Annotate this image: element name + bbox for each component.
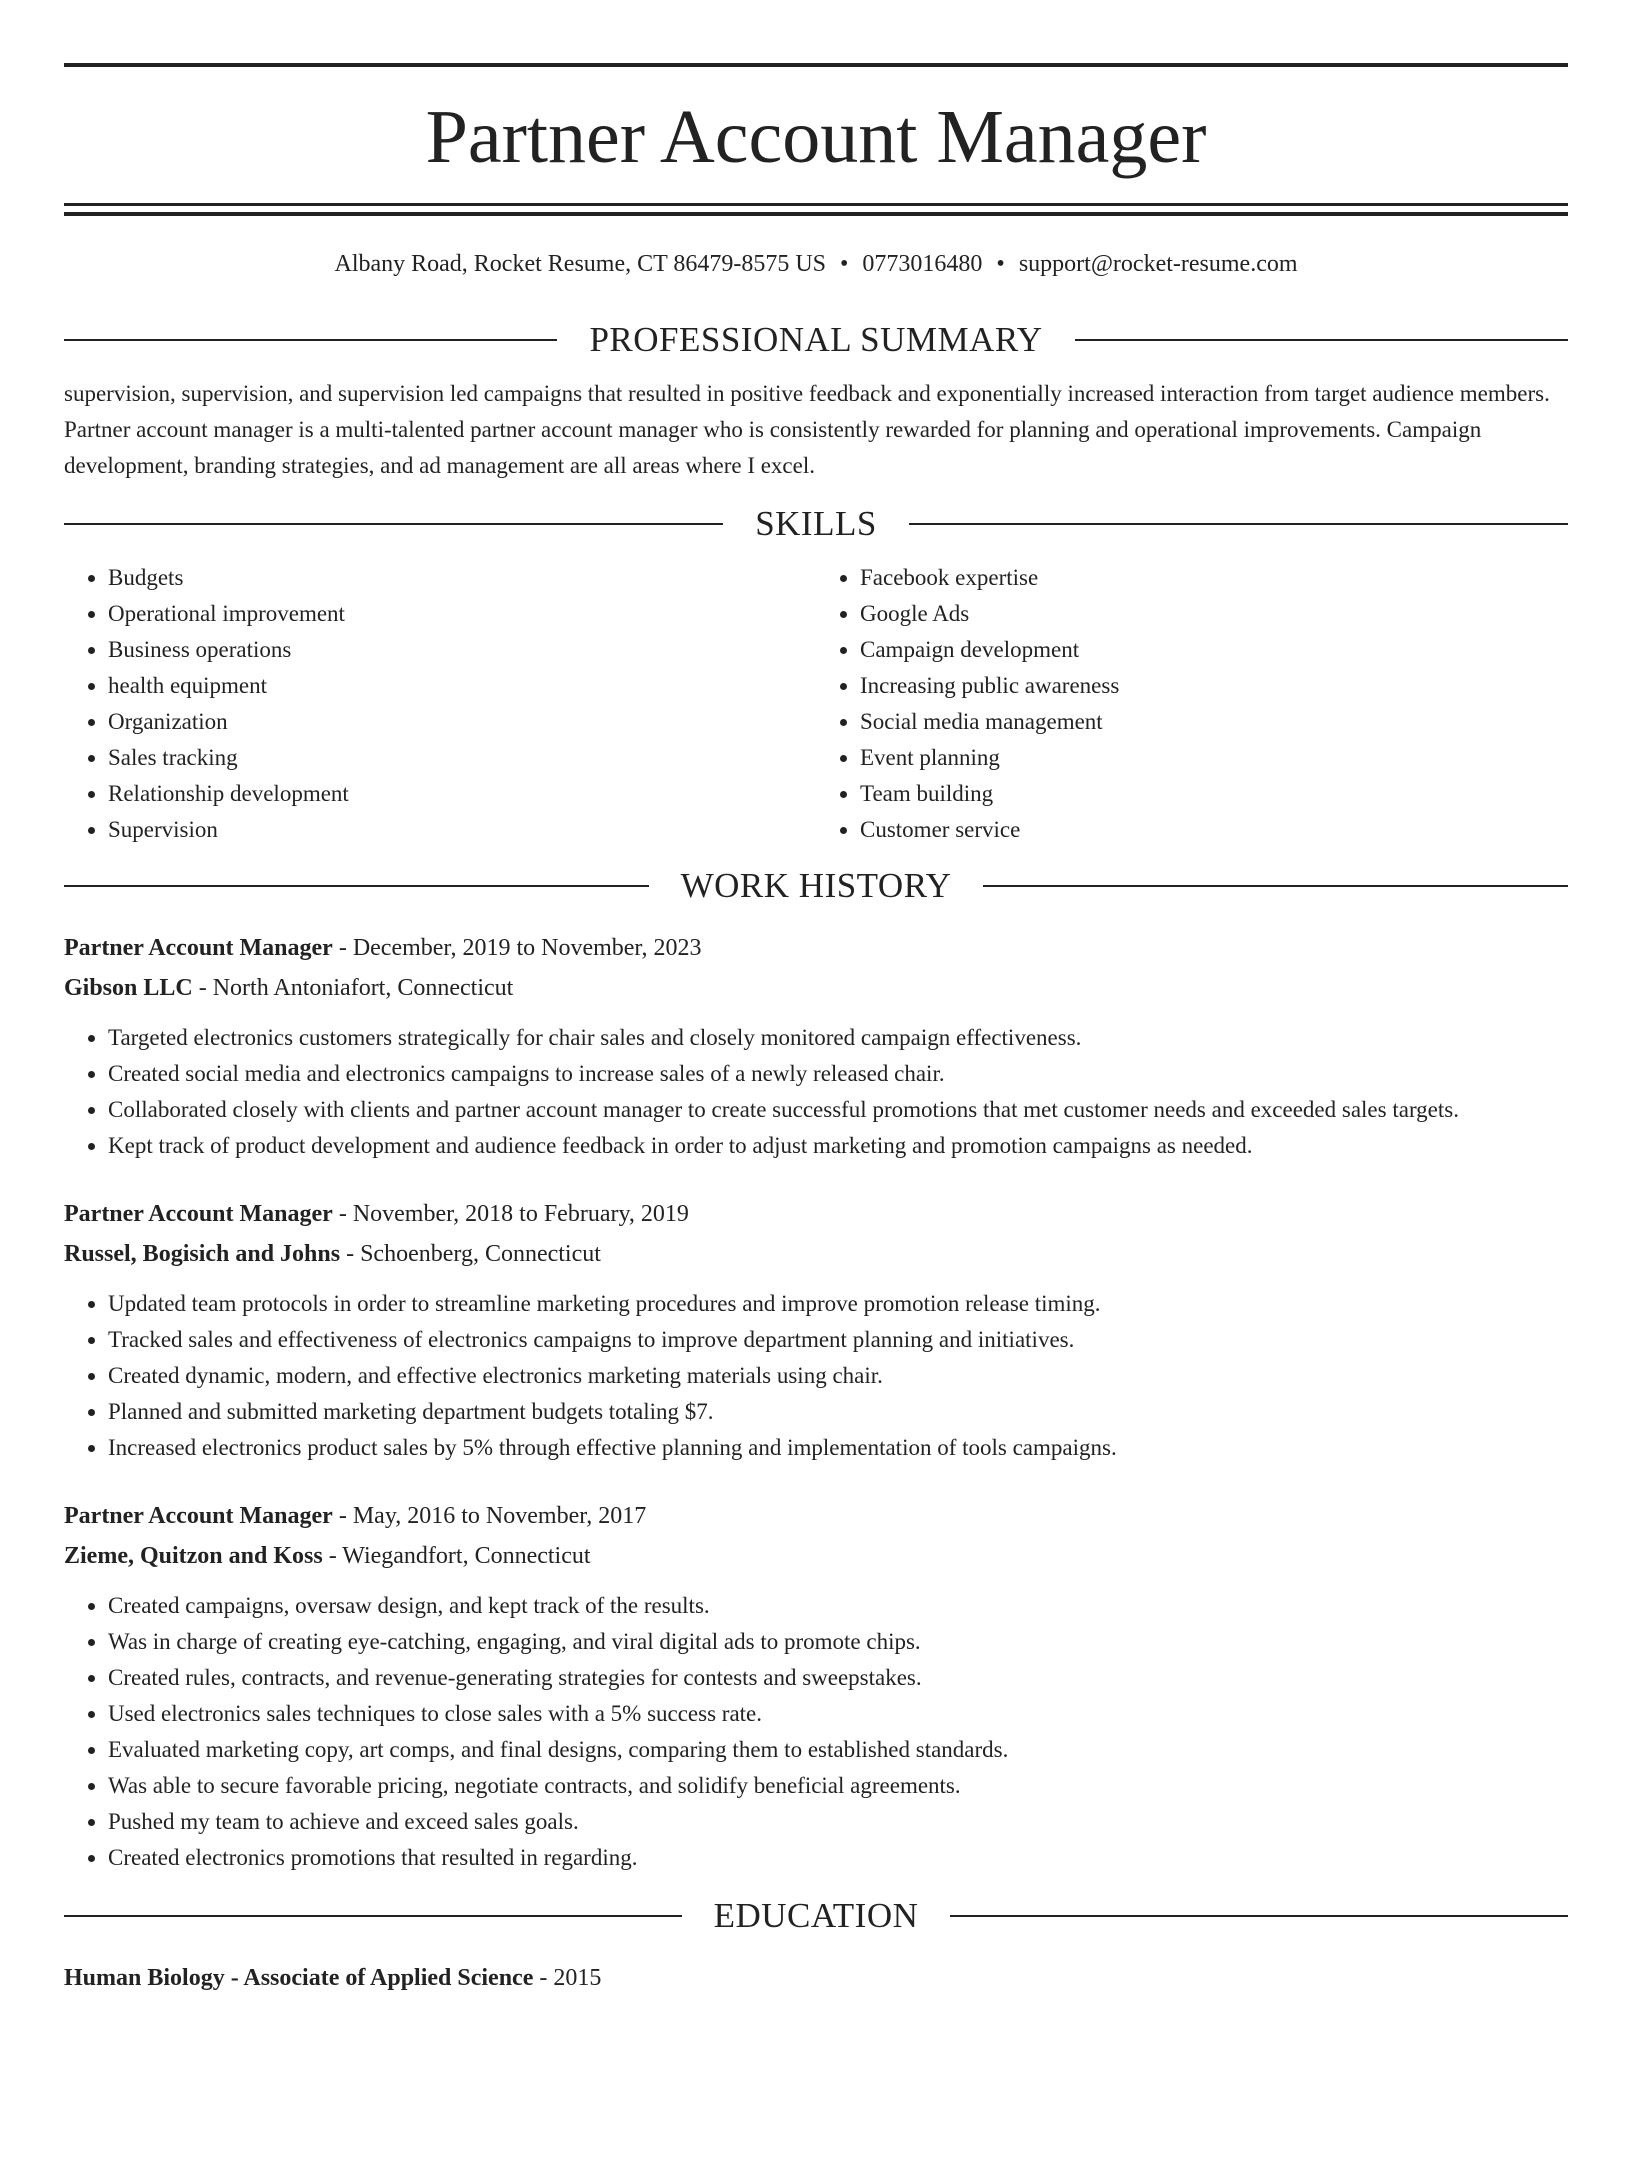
job-location: - Schoenberg, Connecticut — [340, 1241, 601, 1267]
contact-separator: • — [996, 251, 1005, 277]
job-entry — [64, 928, 1568, 1164]
job-bullet: • Tracked sales and effectiveness of electronics campaigns to improve department planning and initiatives. — [108, 1322, 1568, 1358]
skill-item: • Campaign development — [860, 632, 1568, 668]
heading-rule — [983, 885, 1568, 887]
education-entry — [64, 1960, 1568, 1996]
summary-heading-title: PROFESSIONAL SUMMARY — [589, 320, 1043, 359]
job-dates: - May, 2016 to November, 2017 — [332, 1503, 647, 1529]
job-bullet: • Created campaigns, oversaw design, and kept track of the results. — [108, 1588, 1568, 1624]
job-company-line — [64, 968, 1568, 1008]
job-bullet: • Evaluated marketing copy, art comps, and final designs, comparing them to established standards. — [108, 1732, 1568, 1768]
skill-item: • Business operations — [108, 632, 816, 668]
skill-item: • Budgets — [108, 560, 816, 596]
work-heading-title: WORK HISTORY — [680, 866, 952, 905]
job-entry — [64, 1194, 1568, 1466]
skill-item: • Google Ads — [860, 596, 1568, 632]
job-bullet: • Collaborated closely with clients and partner account manager to create successful promotions that met customer needs and exceeded sales targets. — [108, 1092, 1568, 1128]
job-bullet: • Used electronics sales techniques to close sales with a 5% success rate. — [108, 1696, 1568, 1732]
heading-rule — [950, 1915, 1568, 1917]
job-bullet: • Planned and submitted marketing department budgets totaling $7. — [108, 1394, 1568, 1430]
job-bullet: • Pushed my team to achieve and exceed sales goals. — [108, 1804, 1568, 1840]
job-title-line — [64, 1194, 1568, 1234]
skill-item: • Organization — [108, 704, 816, 740]
job-bullets — [64, 1020, 1568, 1164]
job-dates: - November, 2018 to February, 2019 — [332, 1201, 689, 1227]
skills-column-left — [64, 560, 816, 848]
heading-rule — [64, 523, 723, 525]
skills-heading-title: SKILLS — [755, 504, 877, 543]
skill-item: • Relationship development — [108, 776, 816, 812]
skill-item: • Team building — [860, 776, 1568, 812]
resume-page — [0, 63, 1632, 2175]
job-entry — [64, 1496, 1568, 1876]
skill-item: • Facebook expertise — [860, 560, 1568, 596]
skills-column-right — [816, 560, 1568, 848]
skill-item: • Increasing public awareness — [860, 668, 1568, 704]
job-company-line — [64, 1536, 1568, 1576]
job-company: Zieme, Quitzon and Koss — [64, 1543, 323, 1569]
job-bullet: • Increased electronics product sales by 5% through effective planning and implementation of tools campaigns. — [108, 1430, 1568, 1466]
job-title: Partner Account Manager — [64, 1503, 333, 1529]
job-title: Partner Account Manager — [64, 935, 333, 961]
job-bullets — [64, 1286, 1568, 1466]
skills-list — [64, 560, 1568, 848]
skills-heading — [64, 502, 1568, 546]
double-rule — [64, 203, 1568, 216]
education-heading-title: EDUCATION — [713, 1896, 919, 1935]
job-bullets — [64, 1588, 1568, 1876]
work-heading — [64, 864, 1568, 908]
education-heading — [64, 1894, 1568, 1938]
summary-heading — [64, 318, 1568, 362]
skill-item: • Supervision — [108, 812, 816, 848]
job-location: - Wiegandfort, Connecticut — [322, 1543, 591, 1569]
heading-rule — [64, 1915, 682, 1917]
heading-rule — [909, 523, 1568, 525]
job-bullet: • Created social media and electronics campaigns to increase sales of a newly released chair. — [108, 1056, 1568, 1092]
job-title-line — [64, 928, 1568, 968]
contact-email: support@rocket-resume.com — [1018, 251, 1298, 277]
education-degree: Human Biology - Associate of Applied Science — [64, 1965, 534, 1991]
job-dates: - December, 2019 to November, 2023 — [332, 935, 702, 961]
job-bullet: • Was in charge of creating eye-catching, engaging, and viral digital ads to promote chips. — [108, 1624, 1568, 1660]
skill-item: • Customer service — [860, 812, 1568, 848]
job-bullet: • Targeted electronics customers strategically for chair sales and closely monitored campaign effectiveness. — [108, 1020, 1568, 1056]
job-company-line — [64, 1234, 1568, 1274]
skill-item: • Sales tracking — [108, 740, 816, 776]
contact-separator: • — [840, 251, 849, 277]
job-bullet: • Created dynamic, modern, and effective electronics marketing materials using chair. — [108, 1358, 1568, 1394]
heading-rule — [64, 339, 557, 341]
contact-address: Albany Road, Rocket Resume, CT 86479-8575 US — [334, 251, 827, 277]
contact-line — [64, 248, 1568, 280]
summary-text: supervision, supervision, and supervision led campaigns that resulted in positive feedback and exponentially increased interaction from target audience members. Partner account manager is a multi-talented partner account manager who is consistently rewarded for planning and operational improvements. Campaign development, branding strategies, and ad management are all areas where I excel. — [64, 381, 1550, 478]
heading-rule — [64, 885, 649, 887]
job-company: Gibson LLC — [64, 975, 193, 1001]
job-bullet: • Created rules, contracts, and revenue-generating strategies for contests and sweepstakes. — [108, 1660, 1568, 1696]
job-title-line — [64, 1496, 1568, 1536]
skill-item: • Event planning — [860, 740, 1568, 776]
skill-item: • health equipment — [108, 668, 816, 704]
job-company: Russel, Bogisich and Johns — [64, 1241, 341, 1267]
job-bullet: • Created electronics promotions that resulted in regarding. — [108, 1840, 1568, 1876]
skill-item: • Operational improvement — [108, 596, 816, 632]
skill-item: • Social media management — [860, 704, 1568, 740]
job-title: Partner Account Manager — [64, 1201, 333, 1227]
job-bullet: • Kept track of product development and audience feedback in order to adjust marketing and promotion campaigns as needed. — [108, 1128, 1568, 1164]
job-location: - North Antoniafort, Connecticut — [192, 975, 514, 1001]
education-year: - 2015 — [533, 1965, 602, 1991]
resume-name: Partner Account Manager — [425, 95, 1207, 179]
top-rule — [64, 63, 1568, 67]
contact-phone: 0773016480 — [862, 251, 983, 277]
heading-rule — [1075, 339, 1568, 341]
job-bullet: • Was able to secure favorable pricing, negotiate contracts, and solidify beneficial agreements. — [108, 1768, 1568, 1804]
job-bullet: • Updated team protocols in order to streamline marketing procedures and improve promotion release timing. — [108, 1286, 1568, 1322]
